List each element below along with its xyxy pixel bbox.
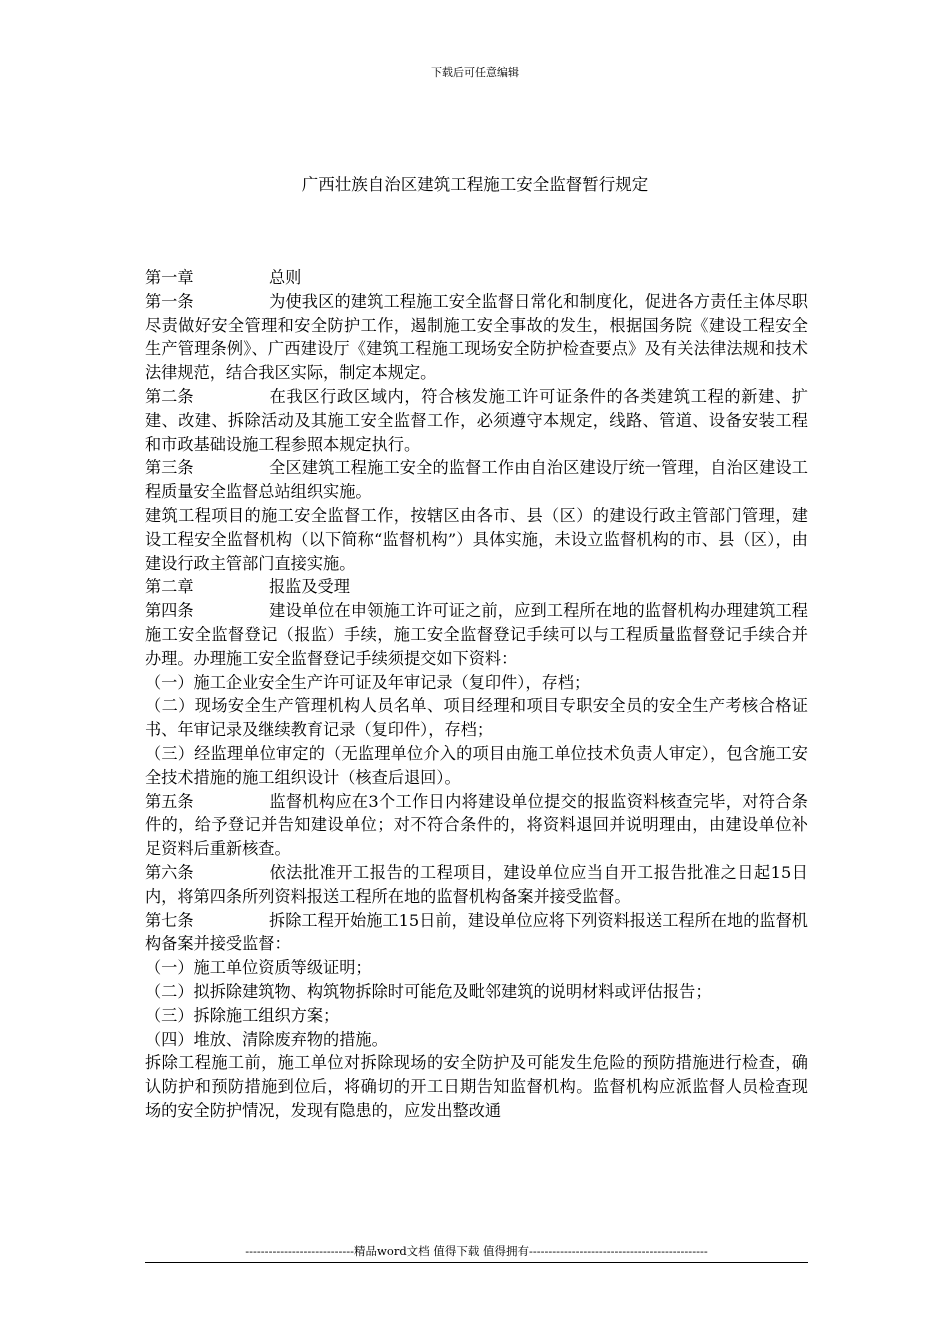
paragraph-article-7-item-1: （一）施工单位资质等级证明； bbox=[145, 958, 372, 978]
paragraph-article-4 bbox=[145, 599, 808, 670]
paragraph-chapter-2 bbox=[145, 575, 808, 599]
paragraph-article-7-item-3: （三）拆除施工组织方案； bbox=[145, 1005, 340, 1025]
paragraph-article-2 bbox=[145, 385, 808, 456]
paragraph-label: 第六条 bbox=[145, 862, 194, 882]
page-header-note: 下载后可任意编辑 bbox=[431, 66, 519, 79]
paragraph-text: 依法批准开工报告的工程项目，建设单位应当自开工报告批准之日起15日内，将第四条所列资料报送工程所在地的监督机构备案并接受监督。 bbox=[145, 862, 808, 906]
paragraph-text: 监督机构应在3个工作日内将建设单位提交的报监资料核查完毕，对符合条件的，给予登记并告知建设单位；对不符合条件的，将资料退回并说明理由，由建设单位补足资料后重新核查。 bbox=[145, 791, 808, 859]
paragraph-text: 总则 bbox=[269, 268, 302, 287]
paragraph-article-4-item-1: （一）施工企业安全生产许可证及年审记录（复印件），存档； bbox=[145, 672, 591, 692]
paragraph-text: 在我区行政区域内，符合核发施工许可证条件的各类建筑工程的新建、扩建、改建、拆除活动及其施工安全监督工作，必须遵守本规定，线路、管道、设备安装工程和市政基础设施工程参照本规定执行。 bbox=[145, 386, 808, 454]
paragraph-article-7 bbox=[145, 909, 808, 957]
footer-divider bbox=[145, 1262, 808, 1263]
paragraph-text: 报监及受理 bbox=[269, 577, 350, 597]
paragraph-text: 全区建筑工程施工安全的监督工作由自治区建设厅统一管理，自治区建设工程质量安全监督总站组织实施。 bbox=[145, 458, 808, 502]
paragraph-label: 第二章 bbox=[145, 577, 194, 597]
paragraph-label: 第二条 bbox=[145, 386, 194, 406]
paragraph-article-7-item-4: （四）堆放、清除废弃物的措施。 bbox=[145, 1029, 388, 1049]
paragraph-label: 第七条 bbox=[145, 910, 194, 930]
document-body bbox=[145, 266, 808, 1123]
paragraph-demolition-note: 拆除工程施工前，施工单位对拆除现场的安全防护及可能发生危险的预防措施进行检查，确认防护和预防措施到位后，将确切的开工日期告知监督机构。监督机构应派监督人员检查现场的安全防护情况，发现有隐患的，应发出整改通 bbox=[145, 1053, 808, 1120]
page-footer-note: ----------------------------精品word文档 值得下载 值得拥有---------------------------------------------- bbox=[245, 1244, 708, 1258]
paragraph-article-4-item-3: （三）经监理单位审定的（无监理单位介入的项目由施工单位技术负责人审定），包含施工安全技术措施的施工组织设计（核查后退回）。 bbox=[145, 743, 808, 787]
paragraph-article-3-cont: 建筑工程项目的施工安全监督工作，按辖区由各市、县（区）的建设行政主管部门管理，建设工程安全监督机构（以下简称“监督机构”）具体实施，未设立监督机构的市、县（区），由建设行政主管部门直接实施。 bbox=[145, 505, 808, 573]
paragraph-article-3 bbox=[145, 456, 808, 504]
paragraph-label: 第三条 bbox=[145, 458, 194, 478]
document-title: 广西壮族自治区建筑工程施工安全监督暂行规定 bbox=[301, 175, 649, 194]
paragraph-article-5 bbox=[145, 790, 808, 861]
paragraph-text: 为使我区的建筑工程施工安全监督日常化和制度化，促进各方责任主体尽职尽责做好安全管理和安全防护工作，遏制施工安全事故的发生，根据国务院《建设工程安全生产管理条例》、广西建设厅《建筑工程施工现场安全防护检查要点》及有关法律法规和技术法律规范，结合我区实际，制定本规定。 bbox=[145, 291, 808, 383]
paragraph-label: 第一条 bbox=[145, 291, 194, 311]
paragraph-article-6 bbox=[145, 861, 808, 909]
paragraph-article-7-item-2: （二）拟拆除建筑物、构筑物拆除时可能危及毗邻建筑的说明材料或评估报告； bbox=[145, 981, 712, 1001]
paragraph-label: 第四条 bbox=[145, 601, 194, 621]
paragraph-label: 第五条 bbox=[145, 791, 194, 811]
paragraph-text: 拆除工程开始施工15日前，建设单位应将下列资料报送工程所在地的监督机构备案并接受监督： bbox=[145, 910, 808, 954]
paragraph-article-4-item-2: （二）现场安全生产管理机构人员名单、项目经理和项目专职安全员的安全生产考核合格证书、年审记录及继续教育记录（复印件），存档； bbox=[145, 696, 808, 740]
paragraph-article-1 bbox=[145, 290, 808, 385]
paragraph-label: 第一章 bbox=[145, 268, 194, 287]
paragraph-chapter-1 bbox=[145, 266, 808, 290]
paragraph-text: 建设单位在申领施工许可证之前，应到工程所在地的监督机构办理建筑工程施工安全监督登记（报监）手续，施工安全监督登记手续可以与工程质量监督登记手续合并办理。办理施工安全监督登记手续须提交如下资料： bbox=[145, 601, 808, 668]
